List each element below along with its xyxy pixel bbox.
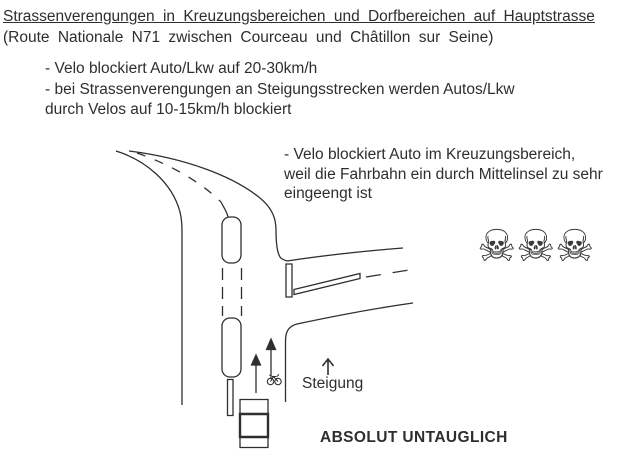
- skull-crossbones-icon: ☠: [477, 221, 517, 272]
- side-road-dashed-line: [366, 270, 409, 277]
- note-line-3: eingeengt ist: [284, 185, 372, 202]
- junction-island-vertical: [286, 264, 292, 297]
- road-left-edge: [116, 151, 182, 405]
- bullet-line-2: - bei Strassenverengungen an Steigungsstrecken werden Autos/Lkw: [45, 80, 515, 98]
- side-road-top-edge: [287, 248, 403, 261]
- skull-crossbones-icon: ☠: [555, 221, 595, 272]
- bullet-list: [45, 59, 515, 121]
- road-right-edge: [129, 151, 287, 261]
- skull-crossbones-icon: ☠: [516, 221, 556, 272]
- bike-arrow-head: [267, 339, 276, 350]
- island-strip: [228, 380, 234, 416]
- median-island-1: [222, 217, 241, 263]
- verdict-text: ABSOLUT UNTAUGLICH: [320, 429, 508, 446]
- page-subtitle: (Route Nationale N71 zwischen Courceau und Châtillon sur Seine): [3, 29, 494, 46]
- median-island-2: [222, 318, 241, 377]
- bullet-line-1: - Velo blockiert Auto/Lkw auf 20-30km/h: [45, 60, 318, 77]
- car-arrow-head: [252, 355, 261, 365]
- page-title: Strassenverengungen in Kreuzungsbereichen und Dorfbereichen auf Hauptstrasse: [3, 8, 595, 25]
- centerline-island-connector: [221, 202, 228, 217]
- note-line-1: - Velo blockiert Auto im Kreuzungsbereich,: [284, 146, 576, 163]
- diagram-note: [284, 145, 603, 204]
- note-line-2: weil die Fahrbahn ein durch Mittelinsel zu sehr: [284, 165, 603, 183]
- steigung-label: Steigung: [302, 375, 364, 392]
- bicycle-icon: [267, 374, 281, 384]
- bullet-line-3: durch Velos auf 10-15km/h blockiert: [45, 101, 292, 118]
- steigung-arrow-icon: [323, 359, 334, 375]
- skull-row: [477, 221, 595, 272]
- truck-outline: [240, 400, 268, 448]
- junction-island-divider: [294, 274, 360, 295]
